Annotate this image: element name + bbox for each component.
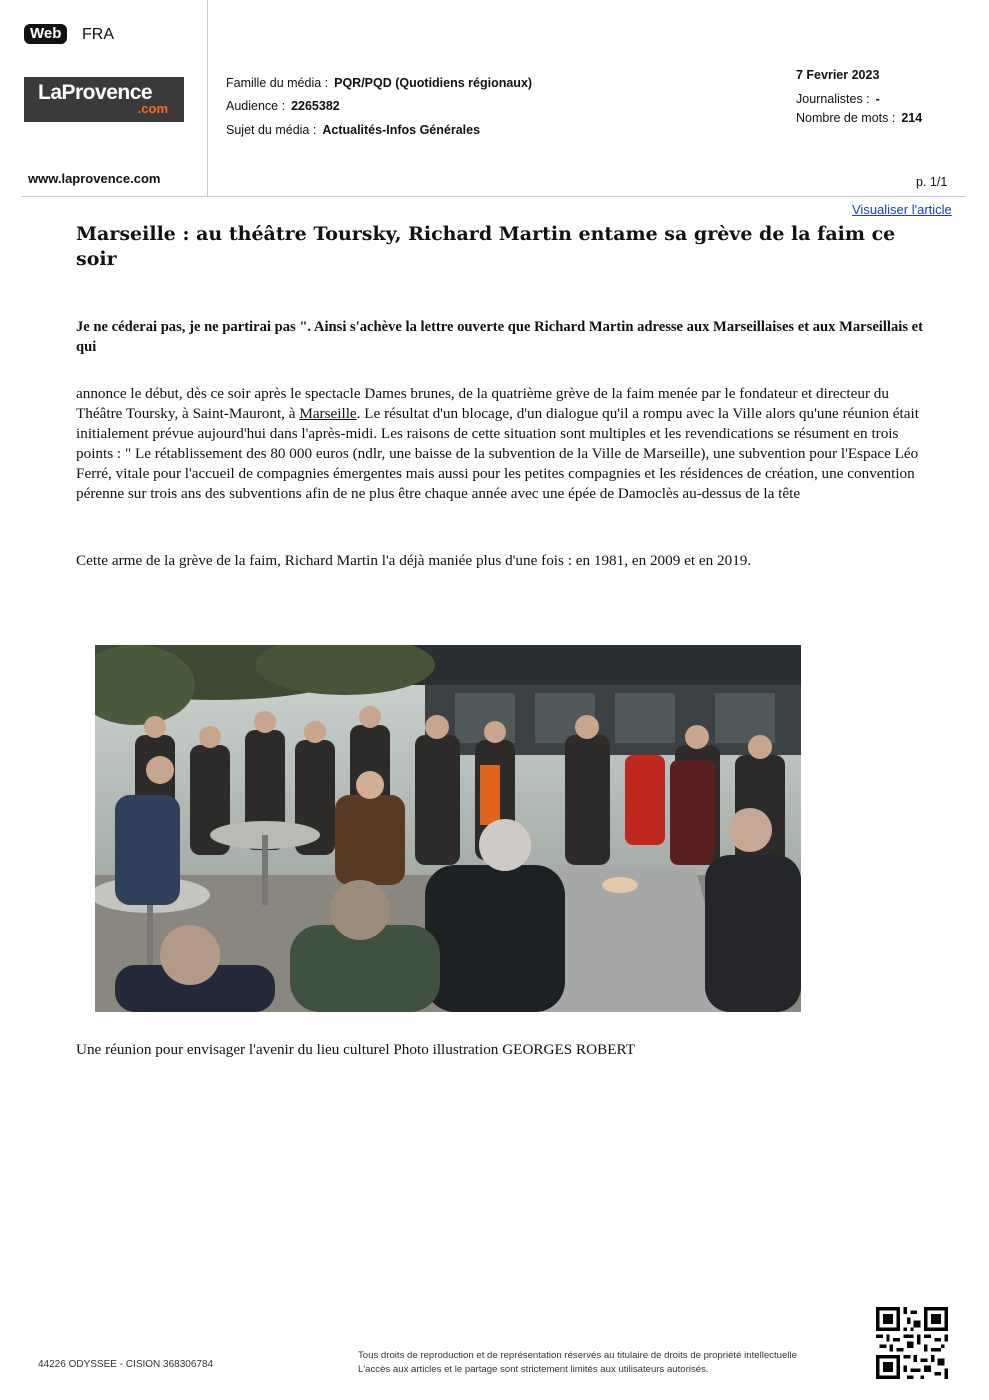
audience-value: 2265382 — [291, 99, 340, 113]
article-body-end: . Le résultat d'un blocage, d'un dialogue qu'il a rompu avec la Ville alors qu'une réunion était initialement prévue aujourd'hui dans l'après-midi. Les raisons de cette situation sont multiples et les revendications se résument en trois points : " Le rétablissement des 80 000 euros (ndlr, une baisse de la subvention de la Ville de Marseille), une subvention pour l'Espace Léo Ferré, vitale pour l'accueil de compagnies émergentes mais aussi pour les petites compagnies et les résidences de création, une convention pérenne sur trois ans des subventions afin de ne plus être chaque année avec une épée de Damoclès au-dessus de la tête — [76, 405, 919, 502]
article-title: Marseille : au théâtre Toursky, Richard Martin entame sa grève de la faim ce soir — [76, 223, 896, 270]
journalists-value: - — [875, 92, 880, 106]
page-number: p. 1/1 — [916, 175, 948, 189]
media-subject-value: Actualités-Infos Générales — [322, 123, 481, 137]
footer-document-id: 44226 ODYSSEE - CISION 368306784 — [38, 1359, 214, 1370]
article-lead: Je ne céderai pas, je ne partirai pas ". Ainsi s'achève la lettre ouverte que Richard Martin adresse aux Marseillaises et aux Marseillais et qui — [76, 319, 923, 355]
article-body-start: annonce le début, dès ce soir après le spectacle Dames brunes, de la quatrième grève de la faim menée par le fondateur et directeur du Théâtre Toursky, à Saint-Mauront, à — [76, 385, 889, 422]
article-paragraph-2: Cette arme de la grève de la faim, Richard Martin l'a déjà maniée plus d'une fois : en 1981, en 2009 et en 2019. — [76, 552, 752, 569]
media-family-value: PQR/PQD (Quotidiens régionaux) — [334, 76, 533, 90]
logo-main-text: LaProvence — [38, 81, 153, 104]
media-subject-label: Sujet du média : — [226, 123, 317, 137]
journalists-label: Journalistes : — [796, 92, 870, 106]
journalists — [796, 92, 880, 106]
site-url: www.laprovence.com — [28, 171, 161, 186]
rights-notice-line-1: Tous droits de reproduction et de représentation réservés au titulaire de droits de propriété intellectuelle — [358, 1350, 797, 1361]
audience — [226, 99, 340, 113]
word-count — [796, 111, 922, 125]
media-subject — [226, 123, 480, 137]
web-badge: Web — [24, 24, 67, 44]
laprovence-logo — [24, 77, 184, 122]
header-divider-horizontal — [22, 196, 966, 197]
rights-notice — [358, 1349, 878, 1377]
word-count-label: Nombre de mots : — [796, 111, 896, 125]
photo-caption: Une réunion pour envisager l'avenir du lieu culturel Photo illustration GEORGES ROBERT — [76, 1041, 636, 1058]
word-count-value: 214 — [901, 111, 923, 125]
view-article-link[interactable]: Visualiser l'article — [852, 202, 952, 217]
article-photo — [95, 645, 801, 1012]
audience-label: Audience : — [226, 99, 286, 113]
rights-notice-line-2: L'accès aux articles et le partage sont strictement limités aux utilisateurs autorisés. — [358, 1364, 709, 1375]
qr-code[interactable] — [876, 1307, 948, 1379]
media-family-label: Famille du média : — [226, 76, 329, 90]
article-body — [76, 384, 926, 504]
header-divider-vertical — [207, 0, 208, 196]
meeting-photo-illustration — [95, 645, 801, 1012]
marseille-link[interactable]: Marseille — [299, 405, 357, 422]
media-family — [226, 76, 532, 90]
language-label: FRA — [82, 26, 114, 43]
logo-domain-text: .com — [137, 101, 168, 116]
publication-date: 7 Fevrier 2023 — [796, 68, 880, 82]
